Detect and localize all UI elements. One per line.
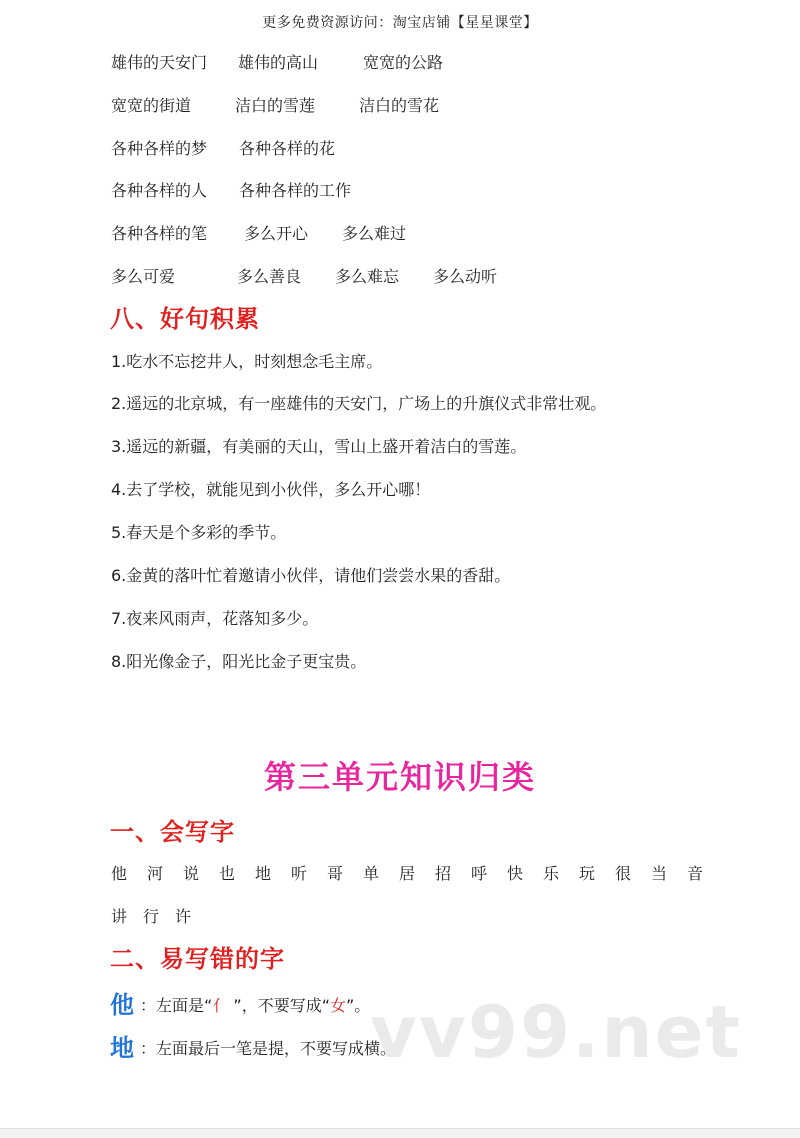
- char: 他: [111, 864, 128, 883]
- sentence: 4.去了学校，就能见到小伙伴，多么开心哪！: [111, 480, 431, 499]
- char: 讲: [111, 907, 128, 926]
- error-char: 他: [110, 991, 134, 1019]
- char: 行: [143, 907, 160, 926]
- error-char-note: ：左面是“: [140, 996, 213, 1015]
- char: 很: [615, 864, 632, 883]
- error-char-note: ”。: [346, 996, 371, 1015]
- char: 玩: [579, 864, 596, 883]
- phrase: 雄伟的高山: [238, 53, 319, 72]
- error-char: 地: [110, 1034, 134, 1062]
- phrase: 各种各样的人: [111, 181, 208, 200]
- phrase: 各种各样的笔: [111, 224, 208, 243]
- char: 快: [507, 864, 524, 883]
- char: 呼: [471, 864, 488, 883]
- phrase: 多么难过: [342, 224, 407, 243]
- char: 也: [219, 864, 236, 883]
- phrase: 宽宽的街道: [111, 96, 192, 115]
- char: 当: [651, 864, 668, 883]
- char: 居: [399, 864, 416, 883]
- section-heading-error-prone-chars: 二、易写错的字: [110, 945, 285, 973]
- error-char-item: [110, 1028, 396, 1063]
- phrase: 多么善良: [237, 267, 302, 286]
- char: 听: [291, 864, 308, 883]
- sentence: 7.夜来风雨声，花落知多少。: [111, 609, 319, 628]
- sentence: 1.吃水不忘挖井人，时刻想念毛主席。: [111, 352, 383, 371]
- correct-radical: 亻: [212, 996, 229, 1015]
- error-char-note: ”，不要写成“: [228, 996, 330, 1015]
- phrase: 各种各样的花: [239, 139, 336, 158]
- char: 河: [147, 864, 164, 883]
- char: 哥: [327, 864, 344, 883]
- section-heading-write-chars: 一、会写字: [110, 818, 235, 846]
- sentence: 6.金黄的落叶忙着邀请小伙伴，请他们尝尝水果的香甜。: [111, 566, 511, 585]
- phrase: 各种各样的工作: [239, 181, 352, 200]
- phrase: 多么开心: [244, 224, 309, 243]
- phrase: 各种各样的梦: [111, 139, 208, 158]
- char: 说: [183, 864, 200, 883]
- char: 音: [687, 864, 704, 883]
- phrase: 雄伟的天安门: [111, 53, 208, 72]
- header-note: 更多免费资源访问：淘宝店铺【星星课堂】: [262, 15, 538, 31]
- char: 乐: [543, 864, 560, 883]
- wrong-radical: 女: [329, 996, 346, 1015]
- phrase: 多么可爱: [111, 267, 176, 286]
- phrase: 洁白的雪莲: [235, 96, 316, 115]
- char: 招: [435, 864, 452, 883]
- char: 单: [363, 864, 380, 883]
- error-char-item: [110, 985, 370, 1020]
- phrase: 宽宽的公路: [363, 53, 444, 72]
- section-heading-good-sentences: 八、好句积累: [110, 305, 260, 333]
- sentence: 2.遥远的北京城，有一座雄伟的天安门，广场上的升旗仪式非常壮观。: [111, 394, 607, 413]
- sentence: 8.阳光像金子，阳光比金子更宝贵。: [111, 652, 367, 671]
- watermark: vv99.net: [370, 990, 742, 1074]
- phrase: 多么动听: [433, 267, 498, 286]
- sentence: 3.遥远的新疆，有美丽的天山，雪山上盛开着洁白的雪莲。: [111, 437, 527, 456]
- unit-title: 第三单元知识归类: [263, 758, 536, 796]
- error-char-note: ：左面最后一笔是提，不要写成横。: [140, 1039, 397, 1058]
- sentence: 5.春天是个多彩的季节。: [111, 523, 287, 542]
- phrase: 洁白的雪花: [359, 96, 440, 115]
- phrase: 多么难忘: [335, 267, 400, 286]
- char: 许: [175, 907, 192, 926]
- char: 地: [255, 864, 272, 883]
